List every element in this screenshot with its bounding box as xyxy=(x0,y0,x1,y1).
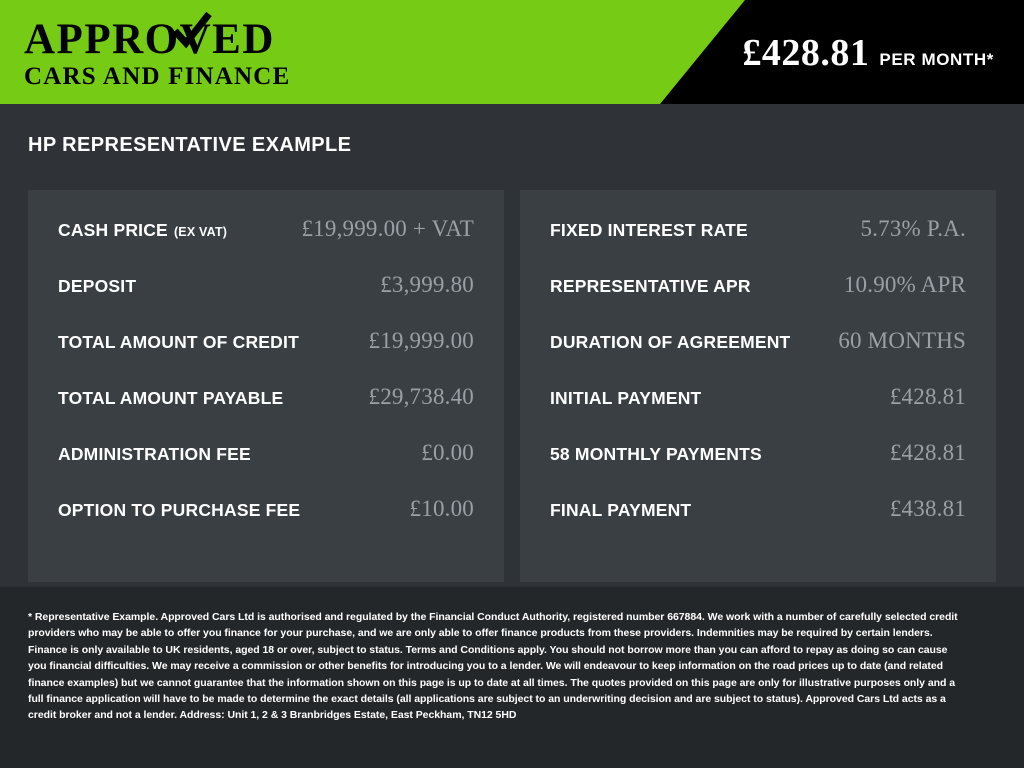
table-row xyxy=(550,440,966,496)
page-title: HP REPRESENTATIVE EXAMPLE xyxy=(28,134,352,156)
row-label-text: TOTAL AMOUNT PAYABLE xyxy=(58,388,284,408)
table-row xyxy=(550,496,966,552)
row-label xyxy=(550,332,790,353)
table-row xyxy=(58,272,474,328)
table-row xyxy=(550,272,966,328)
row-label xyxy=(58,388,283,409)
table-row xyxy=(58,384,474,440)
row-label-text: FIXED INTEREST RATE xyxy=(550,220,748,240)
row-label xyxy=(550,276,751,297)
row-label-text: DURATION OF AGREEMENT xyxy=(550,332,791,352)
brand-logo xyxy=(24,18,290,89)
row-label xyxy=(550,444,762,465)
table-row xyxy=(550,328,966,384)
table-row xyxy=(550,384,966,440)
check-mark-icon xyxy=(172,12,212,52)
row-label xyxy=(550,220,748,241)
disclaimer-text: * Representative Example. Approved Cars Ltd is authorised and regulated by the Financial Conduct Authority, registered number 667884. We work with a number of carefully selected credit providers who may be able to offer you finance for your purchase, and we are only able to offer finance products from these providers. Indemnities may be required by certain lenders. Finance is only available to UK residents, aged 18 or over, subject to status. Terms and Conditions apply. You should not borrow more than you can afford to repay as doing so can cause you financial difficulties. We may receive a commission or other benefits for introducing you to a lender. We will endeavour to keep information on the road prices up to date (and related finance examples) but we cannot guarantee that the information shown on this page is up to date at all times. The quotes provided on this page are only for illustrative purposes only and a full finance application will have to be made to determine the exact details (all applications are subject to an underwriting decision and are subject to status). Approved Cars Ltd acts as a credit broker and not a lender. Address: Unit 1, 2 & 3 Branbridges Estate, East Peckham, TN12 5HD xyxy=(28,611,958,722)
row-label xyxy=(550,388,701,409)
table-row xyxy=(58,328,474,384)
row-label xyxy=(58,500,300,521)
row-label-text: REPRESENTATIVE APR xyxy=(550,276,751,296)
row-value: £19,999.00 xyxy=(368,328,474,353)
row-value: 10.90% APR xyxy=(843,272,966,297)
monthly-price-block xyxy=(742,31,994,75)
row-label xyxy=(58,276,136,297)
logo-line2: CARS AND FINANCE xyxy=(24,63,291,90)
row-value: 60 MONTHS xyxy=(838,328,966,353)
finance-details-panels xyxy=(28,190,996,582)
row-value: 5.73% P.A. xyxy=(860,216,966,241)
row-label xyxy=(58,332,299,353)
row-label-text: FINAL PAYMENT xyxy=(550,500,692,520)
row-label-text: CASH PRICE xyxy=(58,220,168,240)
row-value: £19,999.00 + VAT xyxy=(301,216,474,241)
row-label-text: DEPOSIT xyxy=(58,276,137,296)
logo-line1: APPROVED xyxy=(24,16,275,63)
row-value: £10.00 xyxy=(409,496,474,521)
row-label-text: TOTAL AMOUNT OF CREDIT xyxy=(58,332,299,352)
footer-disclaimer-area xyxy=(0,587,1024,768)
row-value: £428.81 xyxy=(889,384,966,409)
table-row xyxy=(58,496,474,552)
row-label-text: ADMINISTRATION FEE xyxy=(58,444,251,464)
left-details-panel xyxy=(28,190,504,582)
row-label xyxy=(58,220,227,241)
table-row xyxy=(58,440,474,496)
table-row xyxy=(550,216,966,272)
logo-primary-text xyxy=(24,18,275,61)
row-label-note: (EX VAT) xyxy=(173,225,228,239)
table-row xyxy=(58,216,474,272)
row-label-text: OPTION TO PURCHASE FEE xyxy=(58,500,301,520)
row-value: £428.81 xyxy=(889,440,966,465)
row-value: £438.81 xyxy=(889,496,966,521)
price-amount: £428.81 xyxy=(742,32,870,74)
row-label xyxy=(58,444,251,465)
row-label-text: 58 MONTHLY PAYMENTS xyxy=(550,444,762,464)
row-label-text: INITIAL PAYMENT xyxy=(550,388,702,408)
page-header xyxy=(0,0,1024,104)
row-value: £3,999.80 xyxy=(380,272,474,297)
row-label xyxy=(550,500,691,521)
row-value: £0.00 xyxy=(421,440,474,465)
right-details-panel xyxy=(520,190,996,582)
price-period: PER MONTH* xyxy=(879,50,994,69)
row-value: £29,738.40 xyxy=(368,384,474,409)
